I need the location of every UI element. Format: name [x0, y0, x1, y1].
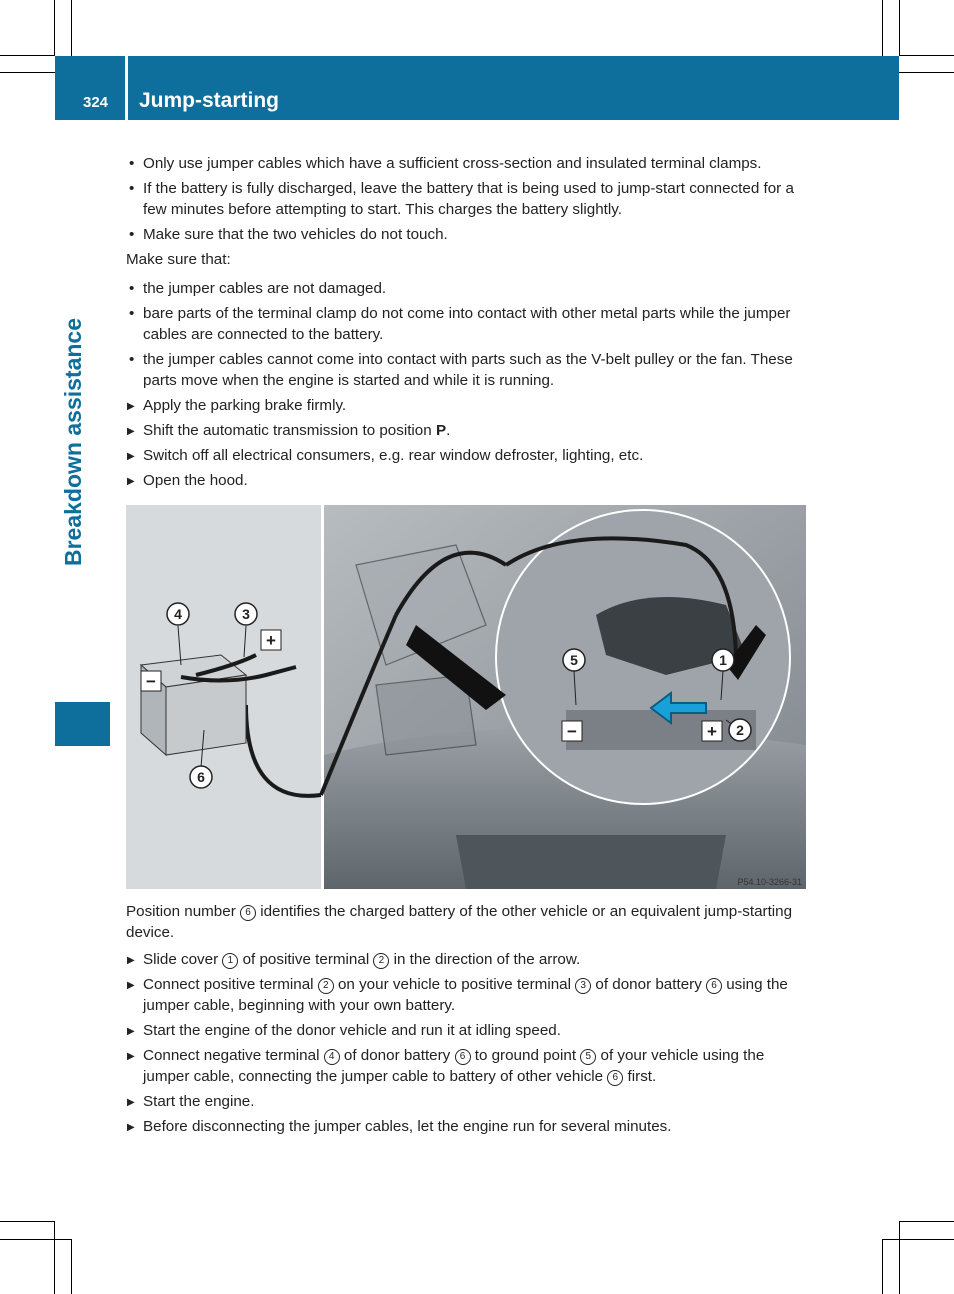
list-item: • If the battery is fully discharged, leave the battery that is being used to jump-start connected for a few minutes before attempting to start. This charges the battery slightly. [126, 178, 808, 220]
step-text: to ground point [470, 1047, 581, 1064]
jump-start-illustration [126, 505, 806, 889]
callout-ref: 6 [455, 1049, 471, 1065]
step-text: Connect positive terminal [143, 976, 318, 993]
step-text: of donor battery [339, 1047, 455, 1064]
page-header [55, 56, 899, 120]
callout-ref: 4 [324, 1049, 340, 1065]
page-number: 324 [83, 94, 109, 111]
crop-mark [71, 0, 72, 56]
list-item: • Only use jumper cables which have a sufficient cross-section and insulated terminal clamps. [126, 153, 808, 174]
callout-ref: 6 [607, 1070, 623, 1086]
callout-ref: 1 [222, 953, 238, 969]
step-text: on your vehicle to positive terminal [333, 976, 576, 993]
crop-mark [0, 1221, 55, 1222]
crop-mark [899, 1221, 900, 1294]
step-text: Slide cover [143, 951, 223, 968]
para-text: Position number [126, 903, 240, 920]
step-item [126, 974, 808, 1016]
step-text: in the direction of the arrow. [389, 951, 581, 968]
crop-mark [882, 0, 883, 56]
crop-mark [899, 0, 900, 56]
step-text: first. [623, 1068, 657, 1085]
step-text: of donor battery [591, 976, 707, 993]
step-text: of your vehicle using the jumper cable, connecting the jumper cable to battery of other vehicle [143, 1047, 765, 1085]
minus-sign: − [567, 722, 577, 741]
step-item: ▶ Start the engine of the donor vehicle and run it at idling speed. [126, 1020, 808, 1041]
plus-sign: + [266, 631, 276, 650]
crop-mark [882, 1239, 954, 1240]
step-item: ▶ Open the hood. [126, 470, 808, 491]
step-item [126, 949, 808, 970]
callout-ref: 2 [318, 978, 334, 994]
step-item [126, 1045, 808, 1087]
panel-divider [321, 505, 324, 889]
list-item: • the jumper cables are not damaged. [126, 278, 808, 299]
step-item: ▶ Start the engine. [126, 1091, 808, 1112]
callout-2: 2 [736, 722, 744, 738]
make-sure-label: Make sure that: [126, 251, 231, 268]
minus-sign: − [146, 672, 156, 691]
para-text: identifies the charged battery of the other vehicle or an equivalent jump-starting device. [126, 903, 793, 941]
callout-ref: 2 [373, 953, 389, 969]
step-item [126, 420, 808, 441]
step-text: Shift the automatic transmission to position [143, 422, 436, 439]
step-text: of positive terminal [238, 951, 374, 968]
callout-1: 1 [719, 652, 727, 668]
car-grille [456, 835, 726, 889]
header-divider [125, 56, 128, 120]
callout-3: 3 [242, 606, 250, 622]
figure-code: P54.10-3266-31 [737, 877, 802, 887]
crop-mark [899, 72, 954, 73]
crop-mark [54, 1221, 55, 1294]
donor-battery-front [166, 675, 246, 755]
crop-mark [0, 1239, 71, 1240]
step-item: ▶ Apply the parking brake firmly. [126, 395, 808, 416]
callout-4: 4 [174, 606, 182, 622]
section-title: Jump-starting [139, 89, 280, 112]
callout-5: 5 [570, 652, 578, 668]
callout-ref: 5 [580, 1049, 596, 1065]
step-item: ▶ Before disconnecting the jumper cables, let the engine run for several minutes. [126, 1116, 808, 1137]
step-text: . [446, 422, 451, 439]
plus-sign: + [707, 722, 717, 741]
crop-mark [899, 1221, 954, 1222]
step-item: ▶ Switch off all electrical consumers, e.g. rear window defroster, lighting, etc. [126, 445, 808, 466]
main-content [126, 153, 808, 1141]
engine-bay-diagram [126, 505, 806, 889]
callout-ref: 6 [240, 905, 256, 921]
side-tab [55, 702, 110, 746]
callout-6: 6 [197, 769, 205, 785]
list-item: • Make sure that the two vehicles do not touch. [126, 224, 808, 245]
crop-mark [882, 1239, 883, 1294]
step-text: Connect negative terminal [143, 1047, 324, 1064]
step-text: using the jumper cable, beginning with your own battery. [143, 976, 788, 1014]
crop-mark [54, 0, 55, 56]
crop-mark [899, 55, 954, 56]
crop-mark [71, 1239, 72, 1294]
list-item: • bare parts of the terminal clamp do not come into contact with other metal parts while the jumper cables are connected to the battery. [126, 303, 808, 345]
crop-mark [0, 55, 55, 56]
step-text-bold: P [435, 422, 447, 439]
callout-ref: 3 [575, 978, 591, 994]
position-paragraph [126, 901, 808, 943]
list-item: • the jumper cables cannot come into contact with parts such as the V-belt pulley or the fan. These parts move when the engine is started and while it is running. [126, 349, 808, 391]
callout-ref: 6 [706, 978, 722, 994]
side-tab-label: Breakdown assistance [60, 317, 86, 566]
crop-mark [0, 72, 55, 73]
